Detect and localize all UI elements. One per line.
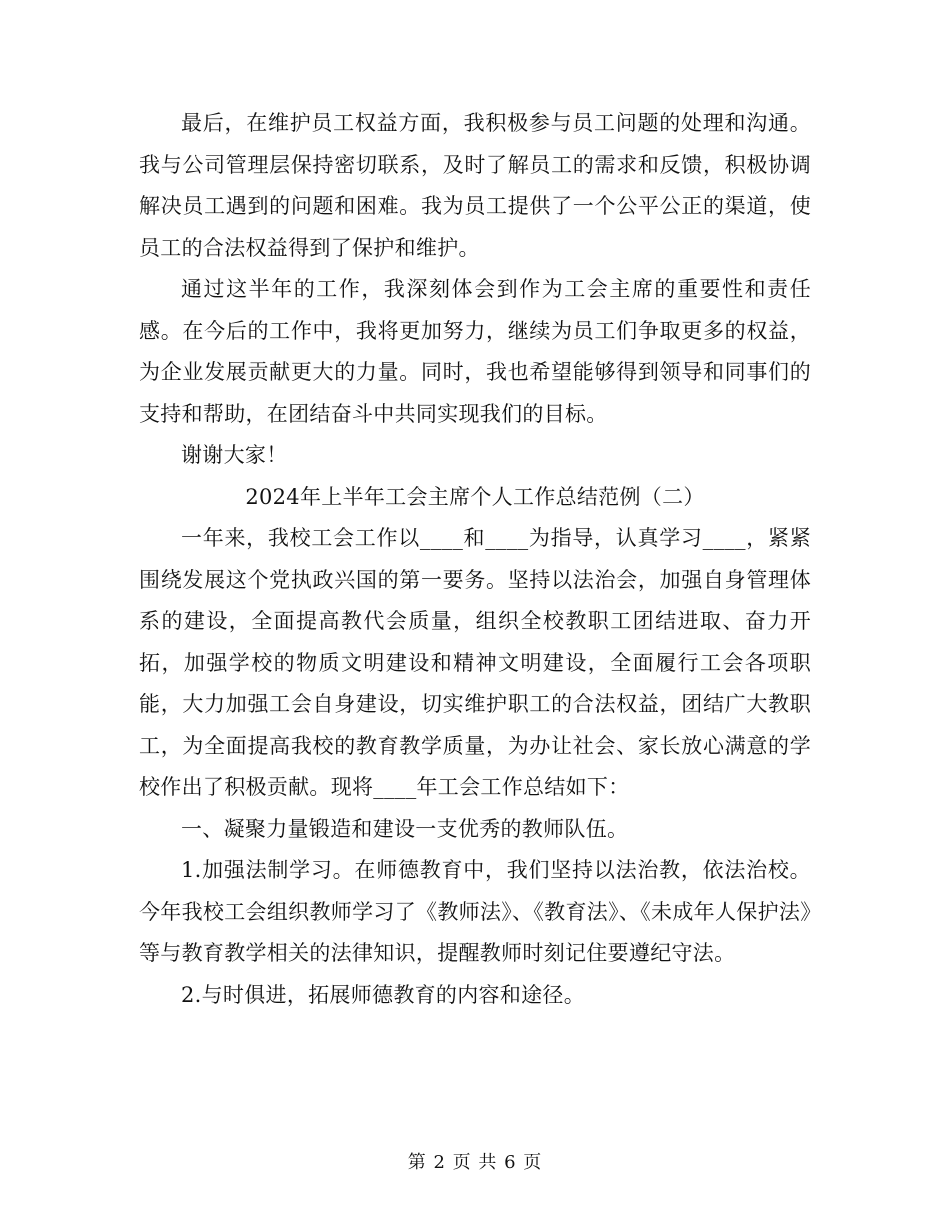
page-footer: 第 2 页 共 6 页	[407, 1152, 543, 1173]
paragraph-reflection: 通过这半年的工作，我深刻体会到作为工会主席的重要性和责任感。在今后的工作中，我将更加努力，继续为员工们争取更多的权益，为企业发展贡献更大的力量。同时，我也希望能够得到领导和同事们的支持和帮助，在团结奋斗中共同实现我们的目标。	[139, 277, 811, 426]
paragraph-rights-protection: 最后，在维护员工权益方面，我积极参与员工问题的处理和沟通。我与公司管理层保持密切联系，及时了解员工的需求和反馈，积极协调解决员工遇到的问题和困难。我为员工提供了一个公平公正的渠道，使员工的合法权益得到了保护和维护。	[139, 111, 811, 260]
section-title: 2024年上半年工会主席个人工作总结范例（二）	[245, 484, 705, 509]
body-text	[139, 103, 811, 1016]
paragraph-thanks: 谢谢大家！	[181, 443, 288, 467]
paragraph-section-one: 一、凝聚力量锻造和建设一支优秀的教师队伍。	[181, 816, 629, 841]
paragraph-item-one: 1.加强法制学习。在师德教育中，我们坚持以法治教，依法治校。今年我校工会组织教师学习了《教师法》、《教育法》、《未成年人保护法》等与教育教学相关的法律知识，提醒教师时刻记住要遵纪守法。	[139, 858, 811, 965]
paragraph-intro: 一年来，我校工会工作以____和____为指导，认真学习____，紧紧围绕发展这个党执政兴国的第一要务。坚持以法治会，加强自身管理体系的建设，全面提高教代会质量，组织全校教职工团结进取、奋力开拓，加强学校的物质文明建设和精神文明建设，全面履行工会各项职能，大力加强工会自身建设，切实维护职工的合法权益，团结广大教职工，为全面提高我校的教育教学质量，为办让社会、家长放心满意的学校作出了积极贡献。现将____年工会工作总结如下：	[139, 526, 811, 799]
paragraph-item-two: 2.与时俱进，拓展师德教育的内容和途径。	[181, 982, 586, 1007]
